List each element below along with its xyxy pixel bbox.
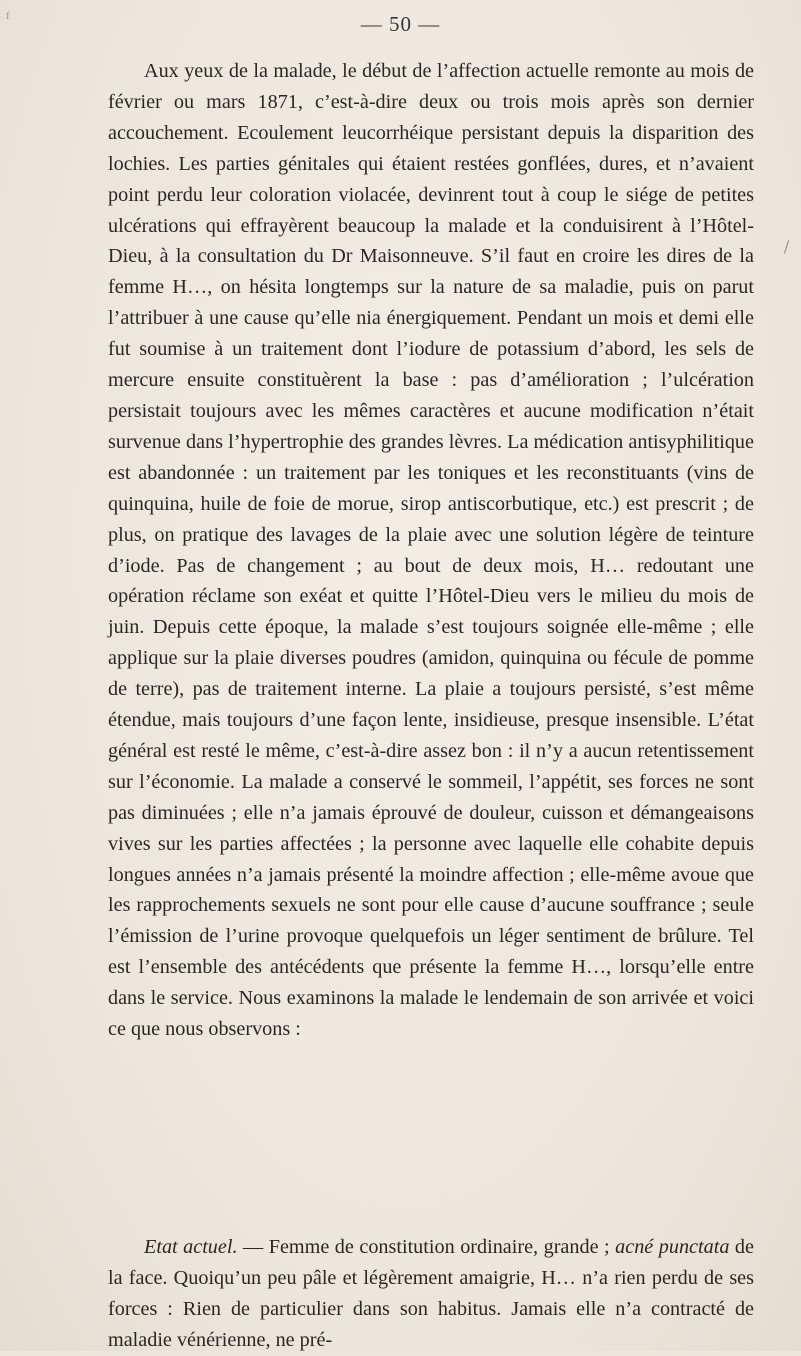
corner-mark: f (6, 10, 10, 22)
margin-pencil-mark (784, 240, 789, 254)
paragraph-text-part-b: de la face. Quoiqu’un peu pâle et légèrement amaigrie, H… n’a rien perdu de ses forces : Rien de particulier dans son habitus. Jamais elle n’a contracté de maladie vénérienne, ne pré- (108, 1236, 754, 1351)
body-paragraph-etat-actuel (108, 1232, 754, 1356)
page-number: — 50 — (360, 12, 441, 36)
paragraph-text-part-a: — Femme de constitution ordinaire, grande ; (237, 1236, 616, 1258)
section-heading-etat-actuel: Etat actuel. (144, 1236, 238, 1258)
body-paragraph-antecedents: Aux yeux de la malade, le début de l’affection actuelle remonte au mois de février ou mars 1871, c’est-à-dire deux ou trois mois après son dernier accouchement. Ecoulement leucorrhéique persistant depuis la disparition des lochies. Les parties génitales qui étaient restées gonflées, dures, et n’avaient point perdu leur coloration violacée, devinrent tout à coup le siége de petites ulcérations qui effrayèrent beaucoup la malade et la conduisirent à l’Hôtel-Dieu, à la consultation du Dr Maisonneuve. S’il faut en croire les dires de la femme H…, on hésita longtemps sur la nature de sa maladie, puis on parut l’attribuer à une cause qu’elle nia énergiquement. Pendant un mois et demi elle fut soumise à un traitement dont l’iodure de potassium d’abord, les sels de mercure ensuite constituèrent la base : pas d’amélioration ; l’ulcération persistait toujours avec les mêmes caractères et aucune modification n’était survenue dans l’hypertrophie des grandes lèvres. La médication antisyphilitique est abandonnée : un traitement par les toniques et les reconstituants (vins de quinquina, huile de foie de morue, sirop antiscorbutique, etc.) est prescrit ; de plus, on pratique des lavages de la plaie avec une solution légère de teinture d’iode. Pas de changement ; au bout de deux mois, H… redoutant une opération réclame son exéat et quitte l’Hôtel-Dieu vers le milieu du mois de juin. Depuis cette époque, la malade s’est toujours soignée elle-même ; elle applique sur la plaie diverses poudres (amidon, quinquina ou fécule de pomme de terre), pas de traitement interne. La plaie a toujours persisté, s’est même étendue, mais toujours d’une façon lente, insidieuse, presque insensible. L’état général est resté le même, c’est-à-dire assez bon : il n’y a aucun retentissement sur l’économie. La malade a conservé le sommeil, l’appétit, ses forces ne sont pas diminuées ; elle n’a jamais éprouvé de douleur, cuisson et démangeaisons vives sur les parties affectées ; la personne avec laquelle elle cohabite depuis longues années n’a jamais présenté la moindre affection ; elle-même avoue que les rapprochements sexuels ne sont pour elle cause d’aucune souffrance ; seule l’émission de l’urine provoque quelquefois un léger sentiment de brûlure. Tel est l’ensemble des antécédents que présente la femme H…, lorsqu’elle entre dans le service. Nous examinons la malade le lendemain de son arrivée et voici ce que nous observons : (108, 60, 754, 1041)
medical-term-acne-punctata: acné punctata (615, 1236, 730, 1258)
